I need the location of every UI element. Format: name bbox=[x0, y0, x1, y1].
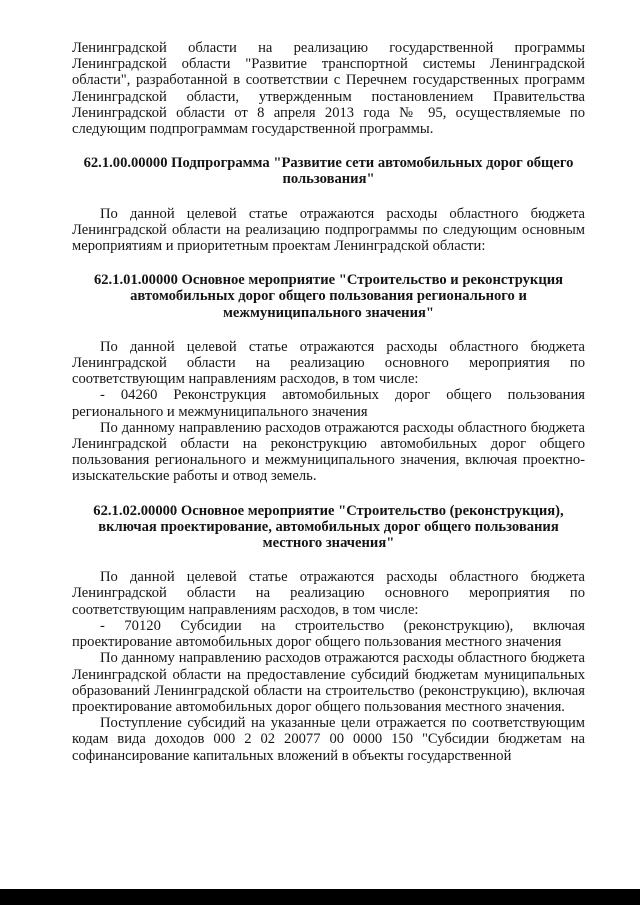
activity-02-closing-text: Поступление субсидий на указанные цели отражается по соответствующим кодам вида доходов 000 2 02 20077 00 0000 150 "Субсидии бюджетам на софинансирование капитальных вложений в объекты государственной bbox=[72, 715, 585, 764]
activity-01-item: - 04260 Реконструкция автомобильных дорог общего пользования регионального и межмуниципального значения bbox=[72, 387, 585, 420]
document-page bbox=[72, 40, 585, 764]
scan-edge-bar bbox=[0, 889, 640, 905]
activity-02-text: По данной целевой статье отражаются расходы областного бюджета Ленинградской области на реализацию основного мероприятия по соответствующим направлениям расходов, в том числе: bbox=[72, 569, 585, 618]
activity-02-item: - 70120 Субсидии на строительство (реконструкцию), включая проектирование автомобильных дорог общего пользования местного значения bbox=[72, 617, 585, 651]
activity-01-item-text: По данному направлению расходов отражаются расходы областного бюджета Ленинградской области на реконструкцию автомобильных дорог общего пользования регионального и межмуниципального значения, включая проектно-изыскательские работы и отвод земель. bbox=[72, 419, 585, 485]
activity-02-heading: 62.1.02.00000 Основное мероприятие "Строительство (реконструкция), включая проектирование, автомобильных дорог общего пользования местного значения" bbox=[93, 502, 564, 552]
subprogram-section bbox=[72, 155, 585, 254]
activity-02-item-text: По данному направлению расходов отражаются расходы областного бюджета Ленинградской области на предоставление субсидий бюджетам муниципальных образований Ленинградской области на строительство (реконструкцию), включая проектирование автомобильных дорог общего пользования местного значения. bbox=[72, 650, 585, 715]
intro-paragraph: Ленинградской области на реализацию государственной программы Ленинградской области "Развитие транспортной системы Ленинградской области", разработанной в соответствии с Перечнем государственных программ Ленинградской области, утвержденным постановлением Правительства Ленинградской области от 8 апреля 2013 года № 95, осуществляемые по следующим подпрограммам государственной программы. bbox=[72, 40, 585, 138]
activity-02-section bbox=[72, 503, 585, 764]
activity-01-text: По данной целевой статье отражаются расходы областного бюджета Ленинградской области на реализацию основного мероприятия по соответствующим направлениям расходов, в том числе: bbox=[72, 338, 585, 388]
subprogram-text: По данной целевой статье отражаются расходы областного бюджета Ленинградской области на реализацию подпрограммы по следующим основным мероприятиям и приоритетным проектам Ленинградской области: bbox=[72, 205, 585, 255]
activity-01-section bbox=[72, 272, 585, 484]
activity-01-heading: 62.1.01.00000 Основное мероприятие "Строительство и реконструкция автомобильных дорог общего пользования регионального и межмуниципального значения" bbox=[93, 272, 564, 321]
subprogram-heading: 62.1.00.00000 Подпрограмма "Развитие сети автомобильных дорог общего пользования" bbox=[83, 155, 574, 188]
